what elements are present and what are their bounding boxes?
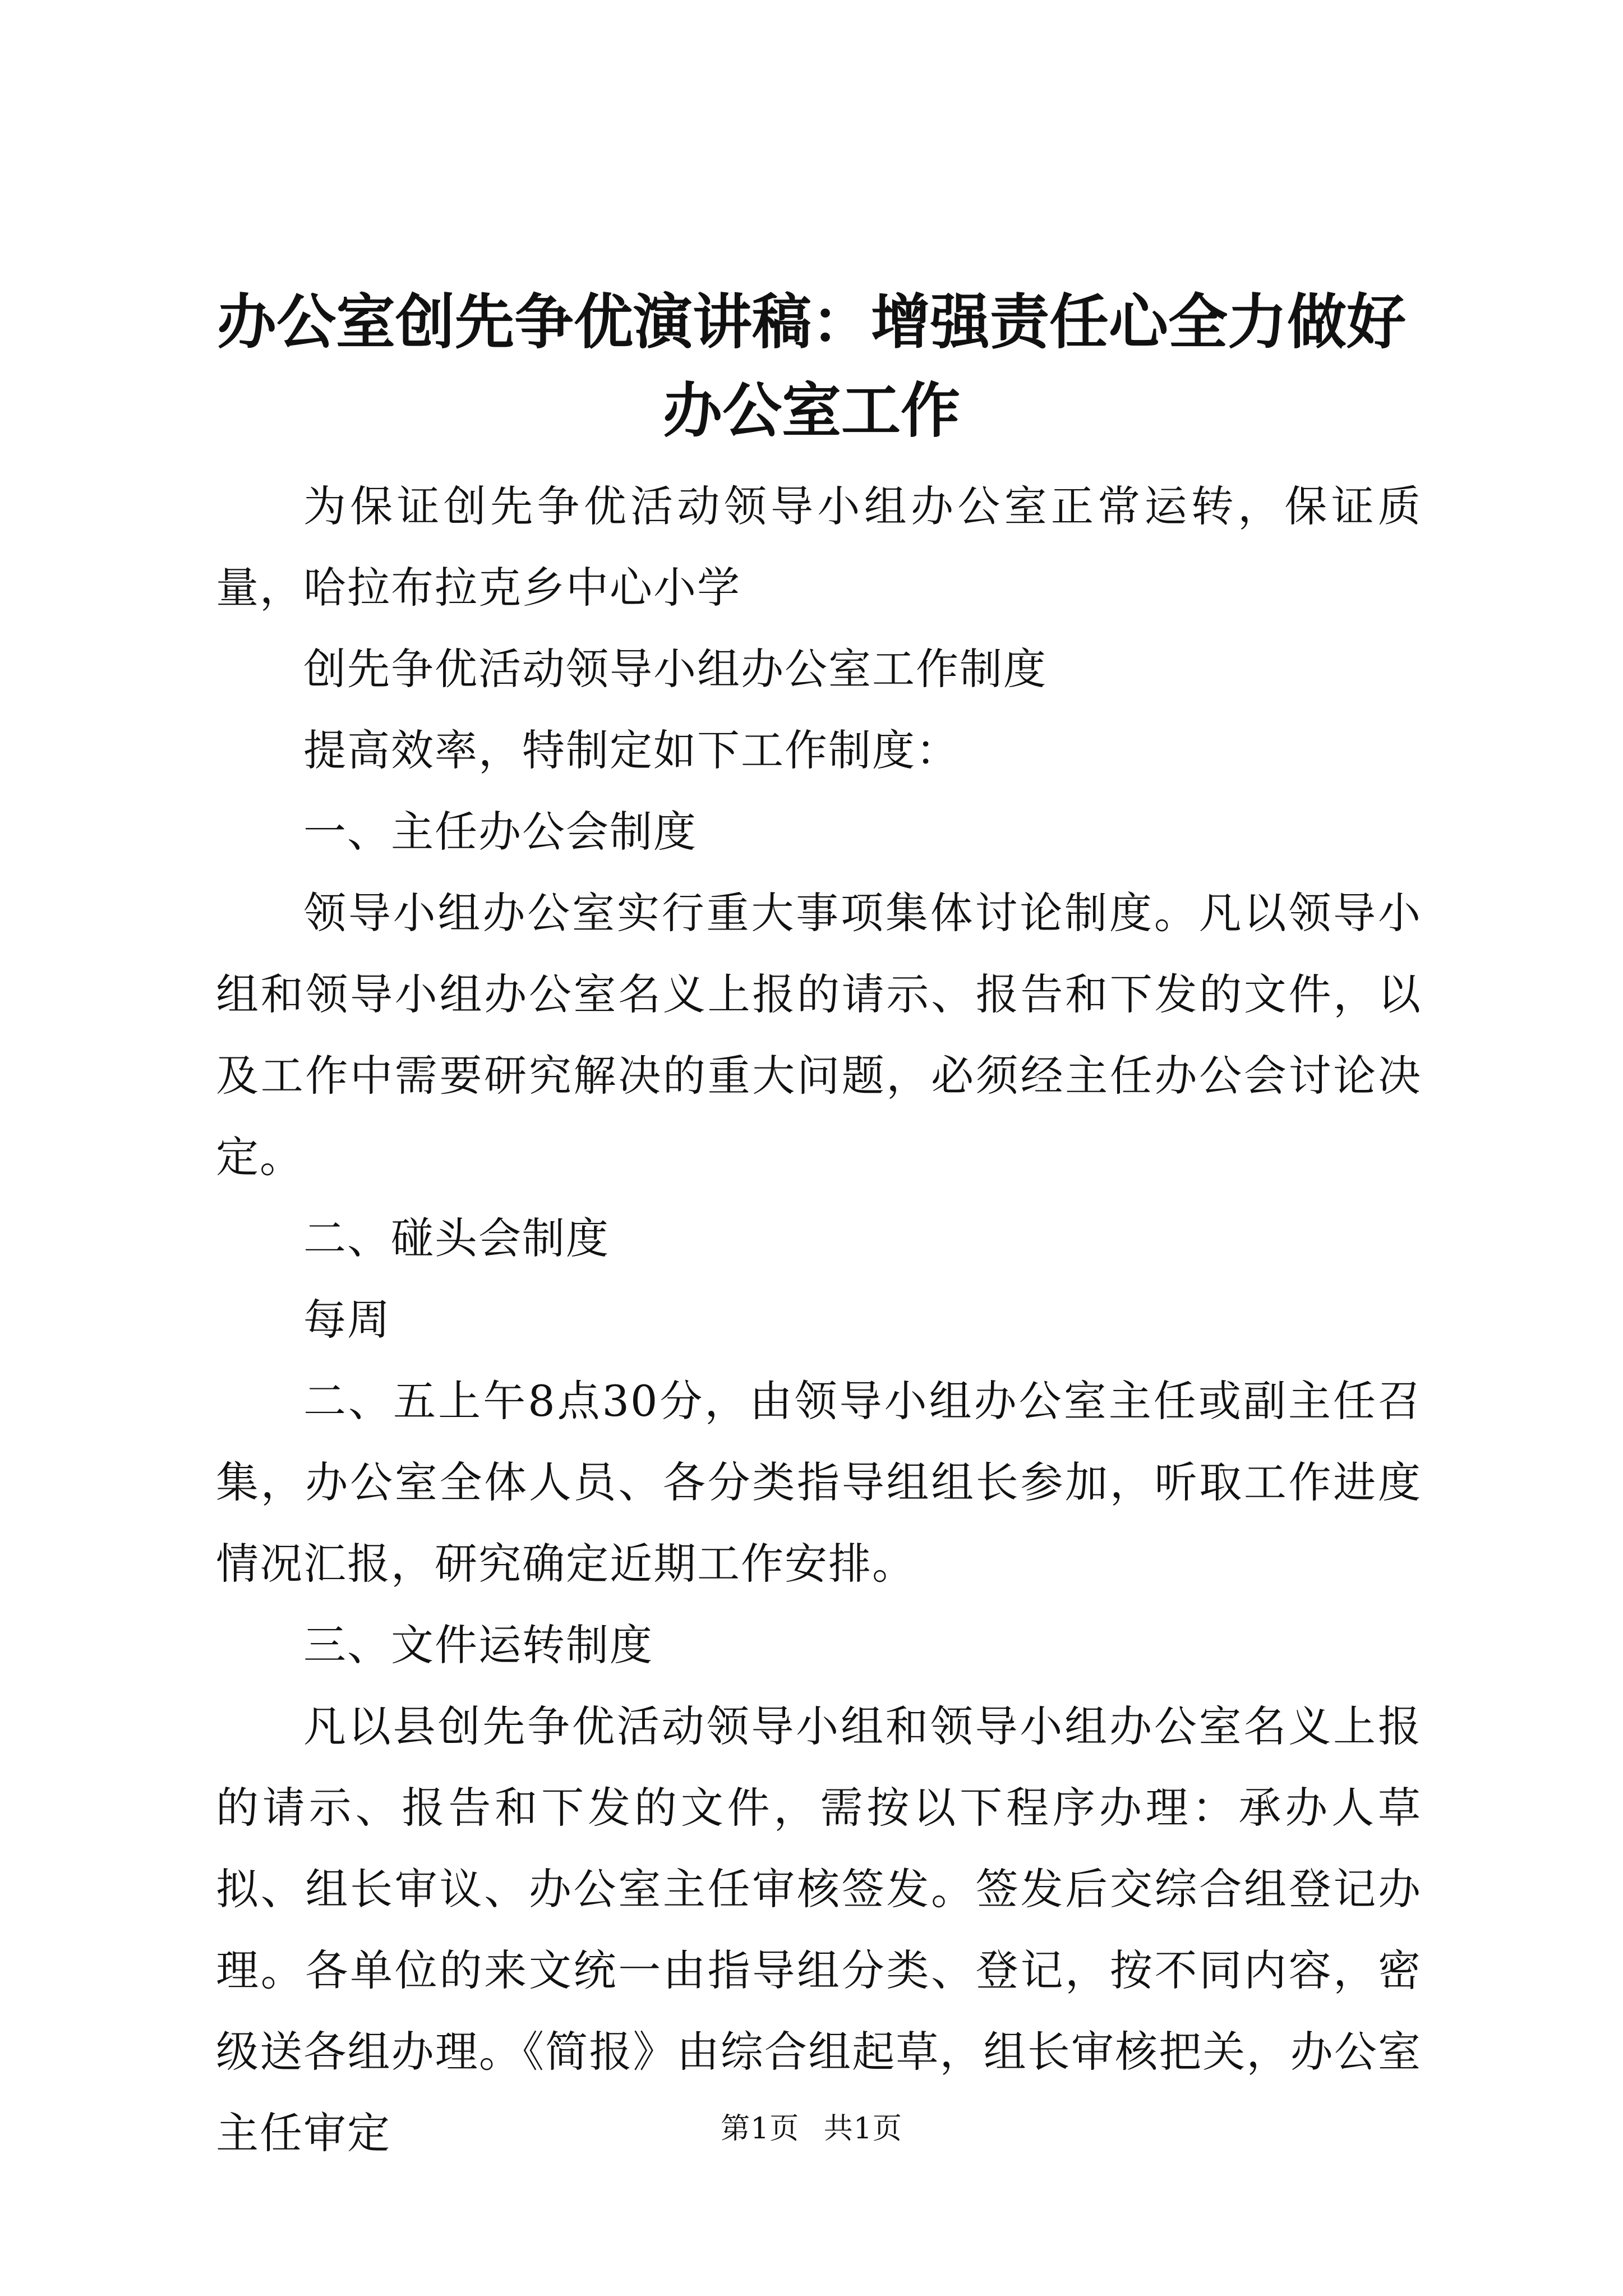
- section-heading-3: 三、文件运转制度: [303, 1620, 653, 1670]
- paragraph-2: 创先争优活动领导小组办公室工作制度: [303, 644, 1047, 694]
- page-footer: [0, 2109, 1623, 2148]
- title-line-2: 办公室工作: [663, 375, 960, 445]
- title-line-1: 办公室创先争优演讲稿：增强责任心全力做好: [217, 287, 1406, 357]
- section-heading-1: 一、主任办公会制度: [303, 807, 697, 857]
- page-total: 共1页: [823, 2112, 902, 2146]
- document-title: [202, 278, 1421, 455]
- paragraph-1: 为保证创先争优活动领导小组办公室正常运转，保证质量，哈拉布拉克乡中心小学: [216, 481, 1422, 613]
- paragraph-5: 每周: [303, 1295, 391, 1345]
- section-heading-2: 二、碰头会制度: [303, 1213, 610, 1263]
- page-number: 第1页: [721, 2112, 800, 2146]
- paragraph-4: 领导小组办公室实行重大事项集体讨论制度。凡以领导小组和领导小组办公室名义上报的请示、报告和下发的文件，以及工作中需要研究解决的重大问题，必须经主任办公会讨论决定。: [216, 888, 1422, 1182]
- paragraph-7: 凡以县创先争优活动领导小组和领导小组办公室名义上报的请示、报告和下发的文件，需按以下程序办理：承办人草拟、组长审议、办公室主任审核签发。签发后交综合组登记办理。各单位的来文统一由指导组分类、登记，按不同内容，密级送各组办理。《简报》由综合组起草，组长审核把关，办公室主任审定: [216, 1701, 1422, 2158]
- document-body: [216, 466, 1422, 2174]
- paragraph-3: 提高效率，特制定如下工作制度：: [303, 725, 960, 775]
- paragraph-6: 二、五上午8点30分，由领导小组办公室主任或副主任召集，办公室全体人员、各分类指导组组长参加，听取工作进度情况汇报，研究确定近期工作安排。: [216, 1376, 1422, 1589]
